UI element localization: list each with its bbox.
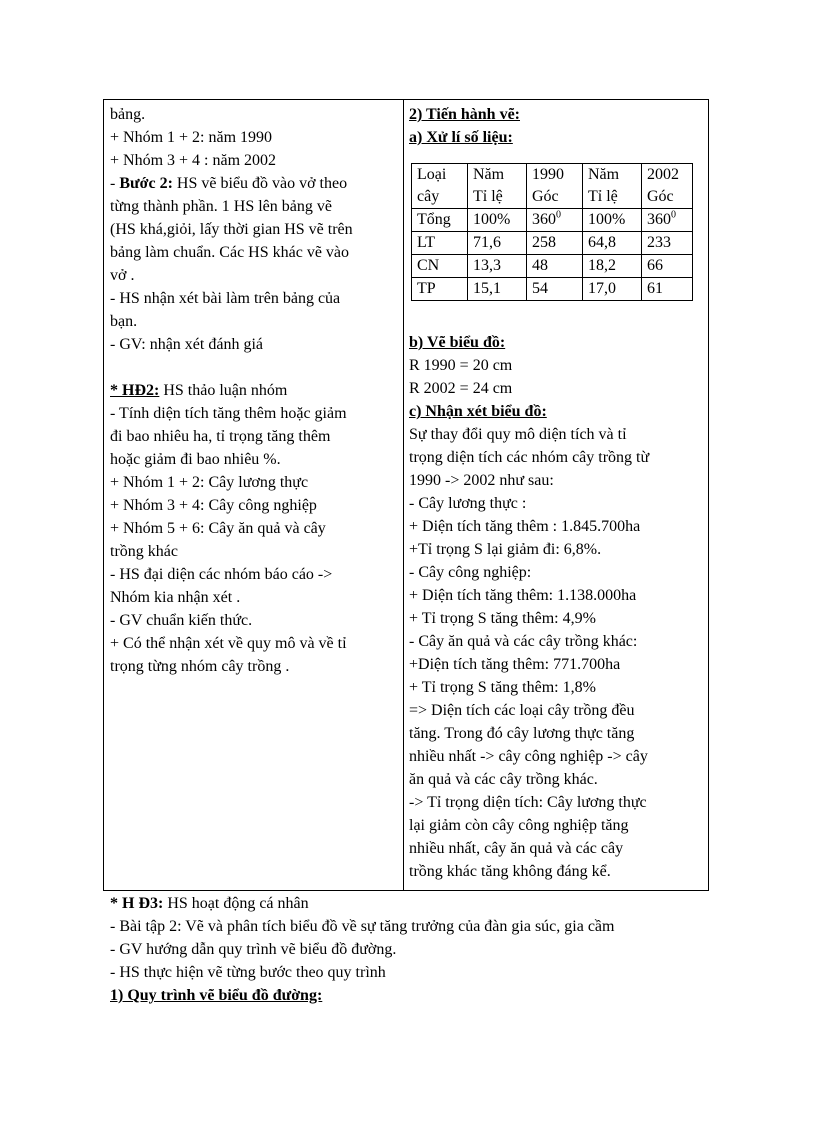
table-cell: Tổng <box>412 209 468 232</box>
step2-line: - Bước 2: HS vẽ biểu đồ vào vở theo <box>110 175 348 192</box>
text-line: - GV chuẩn kiến thức. <box>110 612 253 629</box>
text-line: +Diện tích tăng thêm: 771.700ha <box>409 656 621 673</box>
text-line: + Nhóm 3 + 4: Cây công nghiệp <box>110 497 317 514</box>
text-line: tăng. Trong đó cây lương thực tăng <box>409 725 635 742</box>
text-line: hoặc giảm đi bao nhiêu %. <box>110 451 281 468</box>
text-line: - Bài tập 2: Vẽ và phân tích biểu đồ về sự tăng trưởng của đàn gia súc, gia cầm <box>110 918 615 935</box>
text-line: - GV: nhận xét đánh giá <box>110 336 263 353</box>
text-line: - Cây ăn quả và các cây trồng khác: <box>409 633 638 650</box>
text-line: + Tỉ trọng S tăng thêm: 4,9% <box>409 610 596 627</box>
text-line: bảng. <box>110 106 146 123</box>
text-span: HS vẽ biểu đồ vào vở theo <box>172 175 348 192</box>
text-line: + Nhóm 1 + 2: năm 1990 <box>110 129 273 146</box>
text-line: + Nhóm 3 + 4 : năm 2002 <box>110 152 277 169</box>
heading-comment: c) Nhận xét biểu đồ: <box>409 403 547 420</box>
text-line: - GV hướng dẫn quy trình vẽ biểu đồ đường. <box>110 941 397 958</box>
text-line: R 1990 = 20 cm <box>409 357 513 374</box>
text-line: - HS nhận xét bài làm trên bảng của <box>110 290 341 307</box>
table-cell: 100% <box>583 209 642 232</box>
text-line: bạn. <box>110 313 138 330</box>
header-cell: 1990 Góc <box>527 164 583 209</box>
text-line: đi bao nhiêu ha, tỉ trọng tăng thêm <box>110 428 331 445</box>
text-line: + Diện tích tăng thêm: 1.138.000ha <box>409 587 637 604</box>
column-divider <box>403 100 404 890</box>
heading-draw-chart: b) Vẽ biểu đồ: <box>409 334 506 351</box>
text-line: trồng khác <box>110 543 178 560</box>
table-cell: TP <box>412 278 468 301</box>
table-cell: 233 <box>642 232 693 255</box>
table-cell: 15,1 <box>468 278 527 301</box>
text-line: + Tỉ trọng S tăng thêm: 1,8% <box>409 679 596 696</box>
table-cell: CN <box>412 255 468 278</box>
hd2-label: * HĐ2: <box>110 382 160 399</box>
header-cell: Loại cây <box>412 164 468 209</box>
text-line: + Diện tích tăng thêm : 1.845.700ha <box>409 518 641 535</box>
text-line: vở . <box>110 267 135 284</box>
table-cell: 18,2 <box>583 255 642 278</box>
text-line: - Cây lương thực : <box>409 495 527 512</box>
text-line: + Nhóm 5 + 6: Cây ăn quả và cây <box>110 520 326 537</box>
hd2-line <box>110 379 398 402</box>
text-line: Nhóm kia nhận xét . <box>110 589 241 606</box>
table-cell: 54 <box>527 278 583 301</box>
header-cell: Năm Tỉ lệ <box>468 164 527 209</box>
text-line: lại giảm còn cây công nghiệp tăng <box>409 817 629 834</box>
text-line: - Cây công nghiệp: <box>409 564 532 581</box>
text-line: - HS đại diện các nhóm báo cáo -> <box>110 566 333 583</box>
table-cell: LT <box>412 232 468 255</box>
below-table-section <box>110 892 750 1007</box>
table-cell: $360^0$ <box>642 209 693 232</box>
heading-draw: 2) Tiến hành vẽ: <box>409 106 520 123</box>
text-line: 1990 -> 2002 như sau: <box>409 472 554 489</box>
heading-process-data: a) Xử lí số liệu: <box>409 129 513 146</box>
table-row <box>412 278 693 301</box>
text-span: HS thảo luận nhóm <box>159 382 288 399</box>
heading-line-chart-process: 1) Quy trình vẽ biểu đồ đường: <box>110 987 323 1004</box>
text-line: +Tỉ trọng S lại giảm đi: 6,8%. <box>409 541 602 558</box>
text-span: HS hoạt động cá nhân <box>163 895 309 912</box>
text-line: nhiều nhất -> cây công nghiệp -> cây <box>409 748 648 765</box>
text-line: - HS thực hiện vẽ từng bước theo quy trình <box>110 964 386 981</box>
header-cell: Năm Tỉ lệ <box>583 164 642 209</box>
table-cell: 100% <box>468 209 527 232</box>
table-row <box>412 232 693 255</box>
data-table <box>411 163 693 301</box>
table-cell: 64,8 <box>583 232 642 255</box>
step2-label: Bước 2: <box>119 175 173 192</box>
table-header-row <box>412 164 693 209</box>
right-column <box>409 103 705 883</box>
table-row <box>412 255 693 278</box>
table-cell: 258 <box>527 232 583 255</box>
table-cell: 17,0 <box>583 278 642 301</box>
table-cell: 71,6 <box>468 232 527 255</box>
text-line: - Tính diện tích tăng thêm hoặc giảm <box>110 405 347 422</box>
text-line: -> Tỉ trọng diện tích: Cây lương thực <box>409 794 647 811</box>
text-line: ăn quả và các cây trồng khác. <box>409 771 598 788</box>
table-row <box>412 209 693 232</box>
table-cell: 61 <box>642 278 693 301</box>
text-line: + Nhóm 1 + 2: Cây lương thực <box>110 474 309 491</box>
hd3-label: * H Đ3: <box>110 895 164 912</box>
text-line: + Có thể nhận xét về quy mô và về tỉ <box>110 635 347 652</box>
text-line: bảng làm chuẩn. Các HS khác vẽ vào <box>110 244 350 261</box>
table-cell: 48 <box>527 255 583 278</box>
table-cell: 13,3 <box>468 255 527 278</box>
text-line: => Diện tích các loại cây trồng đều <box>409 702 635 719</box>
text-line: trồng khác tăng không đáng kể. <box>409 863 611 880</box>
text-line: từng thành phần. 1 HS lên bảng vẽ <box>110 198 332 215</box>
text-line: trọng từng nhóm cây trồng . <box>110 658 290 675</box>
text-line: nhiều nhất, cây ăn quả và các cây <box>409 840 624 857</box>
header-cell: 2002 Góc <box>642 164 693 209</box>
text-line: (HS khá,giỏi, lấy thời gian HS vẽ trên <box>110 221 353 238</box>
table-cell: $360^0$ <box>527 209 583 232</box>
text-line: R 2002 = 24 cm <box>409 380 513 397</box>
hd3-line <box>110 892 750 915</box>
text-line: Sự thay đổi quy mô diện tích và tỉ <box>409 426 627 443</box>
left-column <box>110 103 398 678</box>
text-line: trọng diện tích các nhóm cây trồng từ <box>409 449 650 466</box>
lesson-table <box>103 99 709 891</box>
table-cell: 66 <box>642 255 693 278</box>
